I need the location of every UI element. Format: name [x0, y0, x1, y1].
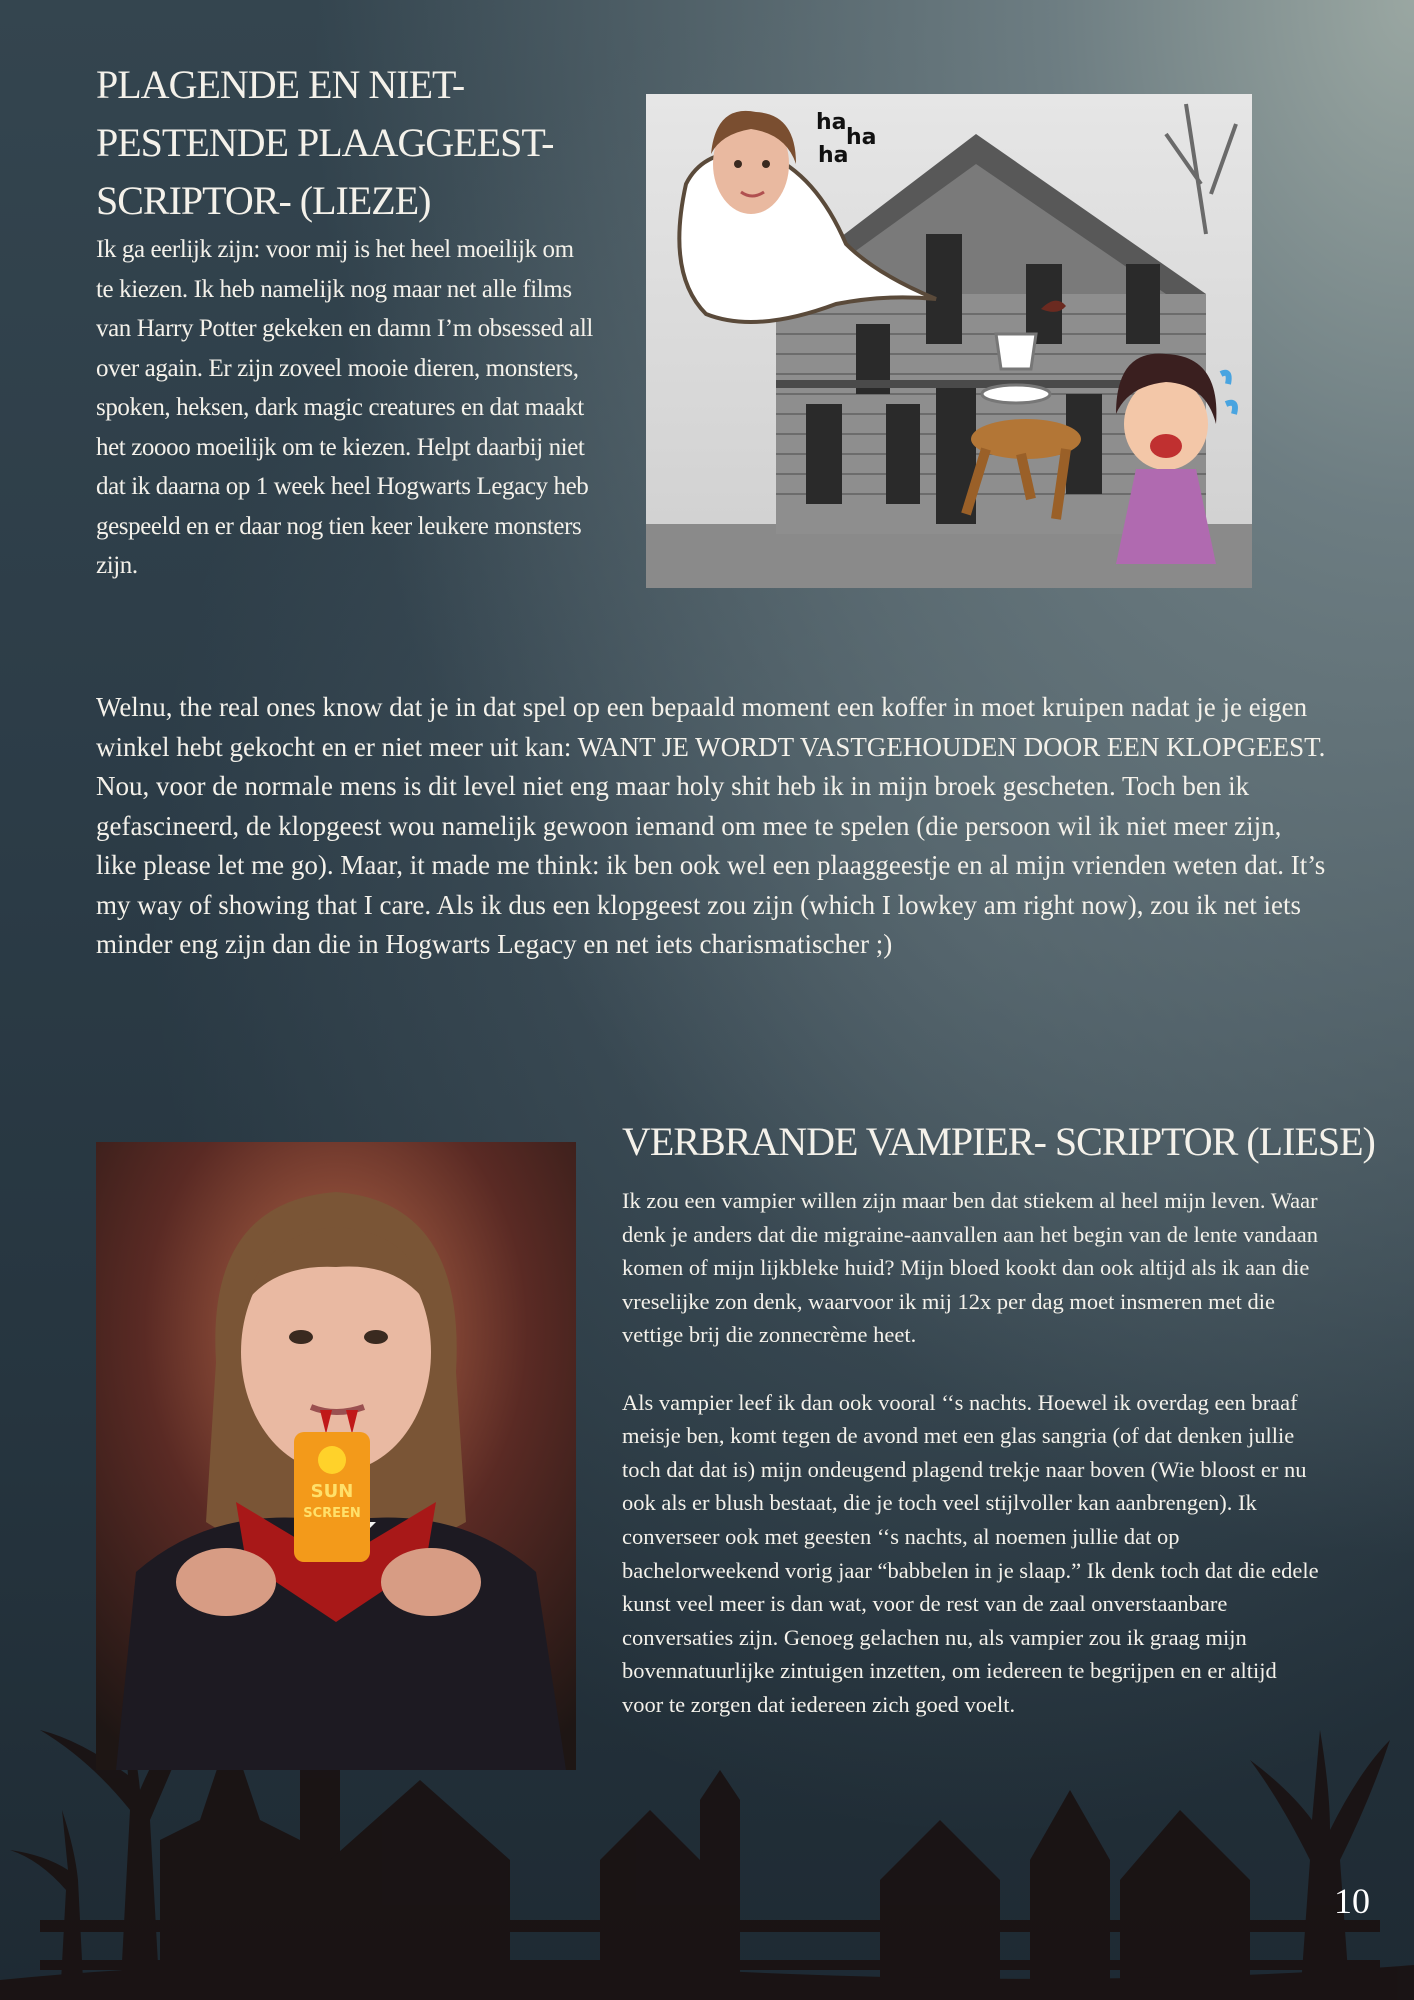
section1-body-paragraph: Welnu, the real ones know dat je in dat spel op een bepaald moment een koffer in moet kruipen nadat je je eigen winkel hebt gekocht en er niet meer uit kan: WANT JE WORDT VASTGEHOUDEN DOOR EEN KLOPGEEST. Nou, voor de normale mens is dit level niet eng maar holy shit heb ik in mijn broek gescheten. Toch ben ik gefascineerd, de klopgeest wou namelijk gewoon iemand om mee te spelen (die persoon wil ik niet meer zijn, like please let me go). Maar, it made me think: ik ben ook wel een plaaggeestje en al mijn vrienden weten dat. It’s my way of showing that I care. Als ik dus een klopgeest zou zijn (which I lowkey am right now), zou ik net iets minder eng zijn dan die in Hogwarts Legacy en net iets charismatischer ;): [96, 692, 1326, 959]
ha-text-1: ha: [816, 110, 847, 135]
section2-paragraph-2: Als vampier leef ik dan ook vooral ‘‘s nachts. Hoewel ik overdag een braaf meisje ben, komt tegen de avond met een glas sangria (of dat denken jullie toch dat dat is) mijn ondeugend plagend trekje naar boven (Wie bloost er nu ook als er blush bestaat, die je toch veel stijlvoller kan aanbrengen). Ik converseer ook met geesten ‘‘s nachts, al noemen jullie dat op bachelorweekend vorig jaar “babbelen in je slaap.” Ik denk toch dat die edele kunst veel meer is dan wat, voor de rest van de zaal onverstaanbare conversaties zijn. Genoeg gelachen nu, als vampier zou ik graag mijn bovennatuurlijke zintuigen inzetten, om iedereen te begrijpen en er altijd voor te zorgen dat iedereen zich goed voelt.: [622, 1389, 1319, 1717]
section2-paragraph-1: Ik zou een vampier willen zijn maar ben dat stiekem al heel mijn leven. Waar denk je anders dat die migraine-aanvallen aan het begin van de lente vandaan komen of mijn lijkbleke huid? Mijn bloed kookt dan ook altijd als ik aan die vreselijke zon denk, waarvoor ik mij 12x per dag moet insmeren met die vettige brij die zonnecrème heet.: [622, 1188, 1318, 1348]
ha-text-3: ha: [818, 143, 849, 168]
screen-label: SCREEN: [303, 1506, 361, 1521]
sun-label: SUN: [310, 1481, 354, 1502]
section2-body: [622, 1184, 1322, 1755]
vampire-portrait-image: [96, 1142, 576, 1770]
section1-title: PLAGENDE EN NIET-PESTENDE PLAAGGEEST-SCRIPTOR- (LIEZE): [96, 62, 554, 223]
haunted-house-ghost-image: [646, 94, 1252, 588]
section1-intro-paragraph: Ik ga eerlijk zijn: voor mij is het heel moeilijk om te kiezen. Ik heb namelijk nog maar net alle films van Harry Potter gekeken en damn I’m obsessed all over again. Er zijn zoveel mooie dieren, monsters, spoken, heksen, dark magic creatures en dat maakt het zoooo moeilijk om te kiezen. Helpt daarbij niet dat ik daarna op 1 week heel Hogwarts Legacy heb gespeeld en er daar nog tien keer leukere monsters zijn.: [96, 236, 593, 579]
section2-title: VERBRANDE VAMPIER- SCRIPTOR (LIESE): [622, 1119, 1375, 1164]
page-number: 10: [1334, 1881, 1370, 1921]
ha-text-2: ha: [846, 125, 877, 150]
